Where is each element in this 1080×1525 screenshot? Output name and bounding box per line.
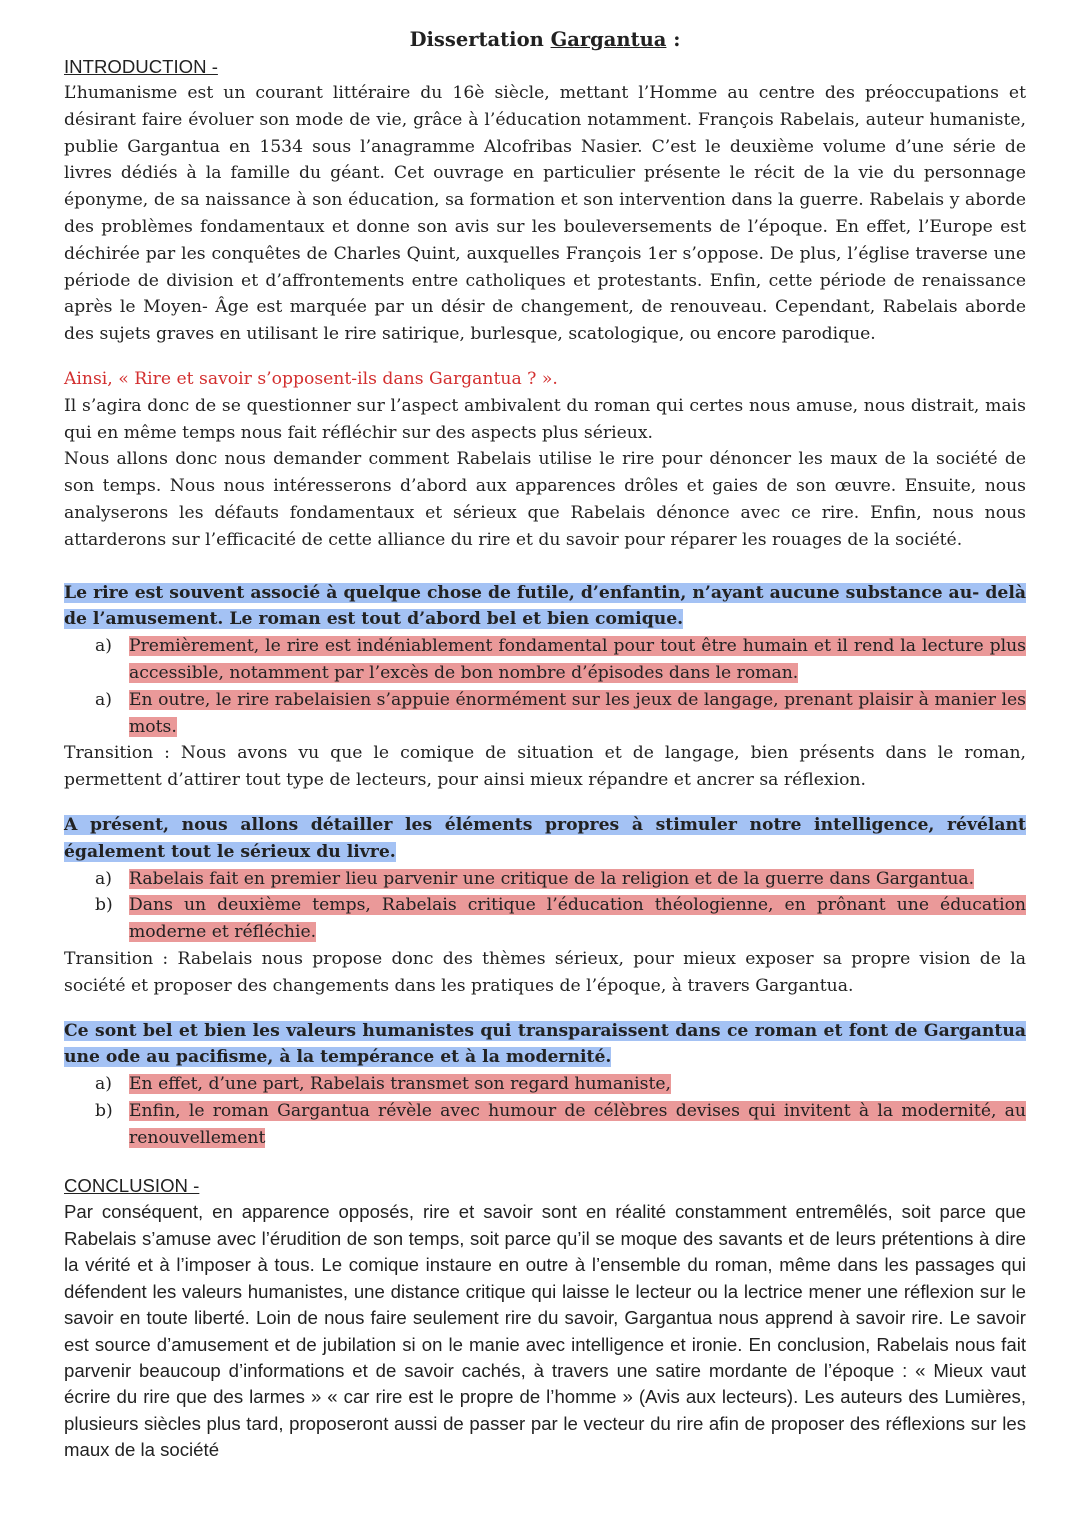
part-1-transition: Transition : Nous avons vu que le comique de situation et de langage, bien présents dans le roman, permettent d’attirer tout type de lecteurs, pour ainsi mieux répandre et ancrer sa réflexion. [64, 743, 1026, 791]
intro-annonce: Nous allons donc nous demander comment Rabelais utilise le rire pour dénoncer les maux de la société de son temps. Nous nous intéresserons d’abord aux apparences drôles et gaies de son œuvre. Ensuite, nous analyserons les défauts fondamentaux et sérieux que Rabelais dénonce avec ce rire. Enfin, nous nous attarderons sur l’efficacité de cette alliance du rire et du savoir pour réparer les rouages de la société. [64, 449, 1026, 550]
part-3-item-b: b) Enfin, le roman Gargantua révèle avec humour de célèbres devises qui invitent à la modernité, au renouvellement [95, 1100, 1026, 1148]
spacer [64, 1000, 1026, 1018]
intro-heading: INTRODUCTION - [64, 56, 218, 77]
intro-question: Ainsi, « Rire et savoir s’opposent-ils dans Gargantua ? ». [64, 368, 558, 389]
part-3-title: Ce sont bel et bien les valeurs humanistes qui transparaissent dans ce roman et font de Gargantua une ode au pacifisme, à la tempérance et à la modernité. [64, 1020, 1026, 1068]
part-1-item-b: a) En outre, le rire rabelaisien s’appuie énormément sur les jeux de langage, prenant plaisir à manier les mots. [95, 689, 1026, 737]
part-1-title: Le rire est souvent associé à quelque chose de futile, d’enfantin, n’ayant aucune substance au- delà de l’amusement. Le roman est tout d’abord bel et bien comique. [64, 582, 1026, 630]
spacer [64, 554, 1026, 580]
part-2-item-b: b) Dans un deuxième temps, Rabelais critique l’éducation théologienne, en prônant une éducation moderne et réfléchie. [95, 895, 1026, 943]
document-title: Dissertation Gargantua : [409, 28, 681, 51]
intro-problematique: Il s’agira donc de se questionner sur l’aspect ambivalent du roman qui certes nous amuse, nous distrait, mais qui en même temps nous fait réfléchir sur des aspects plus sérieux. [64, 395, 1026, 443]
document-page [64, 26, 1026, 1464]
intro-paragraph: L’humanisme est un courant littéraire du 16è siècle, mettant l’Homme au centre des préoccupations et désirant faire évoluer son mode de vie, grâce à l’éducation notamment. François Rabelais, auteur humaniste, publie Gargantua en 1534 sous l’anagramme Alcofribas Nasier. C’est le deuxième volume d’une série de livres dédiés à la famille du géant. Cet ouvrage en particulier présente le récit de la vie du personnage éponyme, de sa naissance à son éducation, sa formation et son intervention dans la guerre. Rabelais y aborde des problèmes fondamentaux et donne son avis sur les bouleversements de l’époque. En effet, l’Europe est déchirée par les conquêtes de Charles Quint, auxquelles François 1er s’oppose. De plus, l’église traverse une période de division et d’affrontements entre catholiques et protestants. Enfin, cette période de renaissance après le Moyen- Âge est marquée par un désir de changement, de renouveau. Cependant, Rabelais aborde des sujets graves en utilisant le rire satirique, burlesque, scatologique, ou encore parodique. [64, 83, 1026, 345]
conclusion-paragraph: Par conséquent, en apparence opposés, rire et savoir sont en réalité constamment entremêlés, soit parce que Rabelais s’amuse avec l’érudition de son temps, soit parce qu’il se moque des savants et de leurs prétentions à dire la vérité et à l’imposer à tous. Le comique instaure en outre à l’ensemble du roman, même dans les passages qui défendent les valeurs humanistes, une distance critique qui laisse le lecteur ou la lectrice mener une réflexion sur le savoir en toute liberté. Loin de nous faire seulement rire du savoir, Gargantua nous apprend à savoir rire. Le savoir est source d’amusement et de jubilation si on le manie avec intelligence et ironie. En conclusion, Rabelais nous fait parvenir beaucoup d’informations et de savoir cachés, à travers une satire mordante de l’époque : « Mieux vaut écrire du rire que des larmes » « car rire est le propre de l’homme » (Avis aux lecteurs). Les auteurs des Lumières, plusieurs siècles plus tard, proposeront aussi de passer par le vecteur du rire afin de proposer des réflexions sur les maux de la société [64, 1201, 1026, 1461]
part-2-item-a: a) Rabelais fait en premier lieu parvenir une critique de la religion et de la guerre dans Gargantua. [95, 868, 975, 889]
title-underlined: Gargantua [550, 28, 667, 51]
conclusion-heading: CONCLUSION - [64, 1175, 200, 1197]
part-2-title: A présent, nous allons détailler les éléments propres à stimuler notre intelligence, révélant également tout le sérieux du livre. [64, 814, 1026, 862]
part-2-transition: Transition : Rabelais nous propose donc des thèmes sérieux, pour mieux exposer sa propre vision de la société et proposer des changements dans les pratiques de l’époque, à travers Gargantua. [64, 948, 1026, 996]
spacer [64, 794, 1026, 812]
part-3-item-a: a) En effet, d’une part, Rabelais transmet son regard humaniste, [95, 1074, 672, 1095]
part-1-item-a: a) Premièrement, le rire est indéniablement fondamental pour tout être humain et il rend la lecture plus accessible, notamment par l’excès de bon nombre d’épisodes dans le roman. [95, 636, 1026, 683]
